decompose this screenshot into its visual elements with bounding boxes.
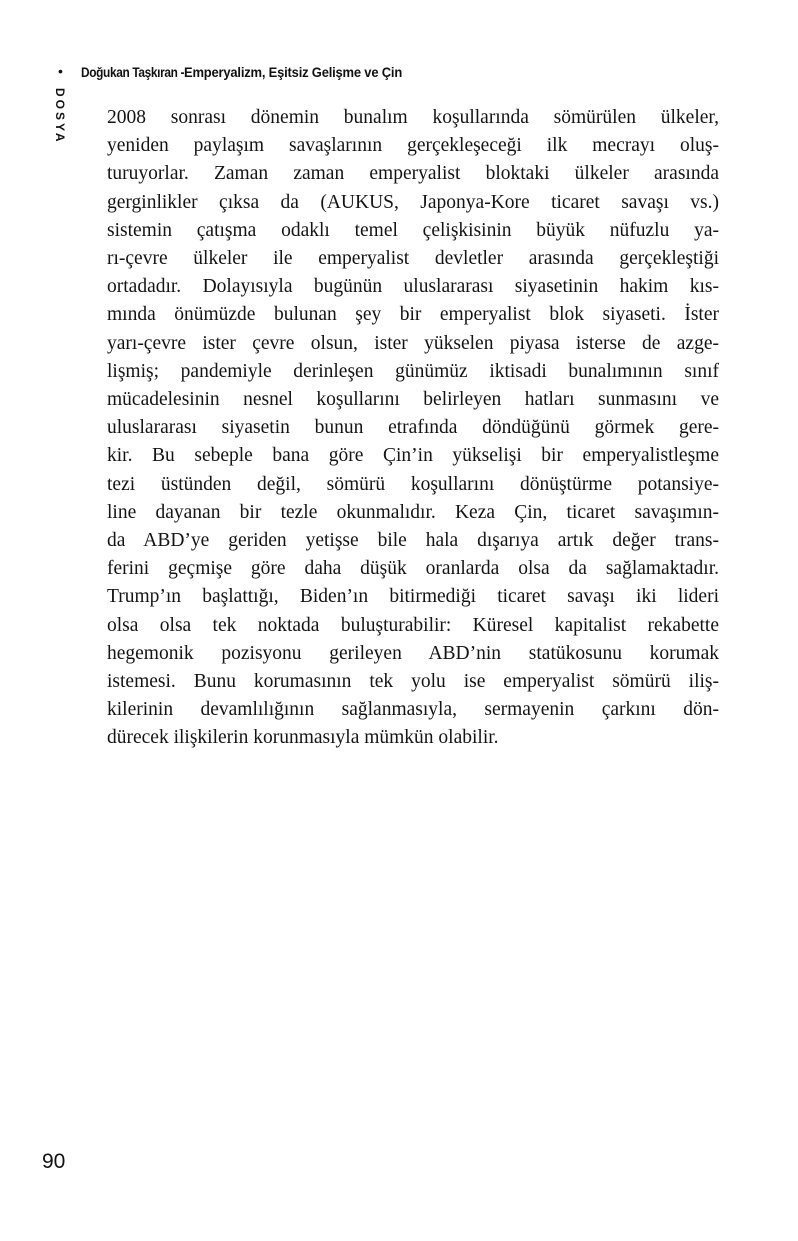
body-line: kilerinin devamlılığının sağlanmasıyla, sermayenin çarkını dön- [107, 699, 719, 721]
bullet-icon: • [58, 63, 63, 79]
body-line: kir. Bu sebeple bana göre Çin’in yükselişi bir emperyalistleşme [107, 445, 719, 467]
body-line: olsa olsa tek noktada buluşturabilir: Küresel kapitalist rekabette [107, 614, 719, 636]
body-line: tezi üstünden değil, sömürü koşullarını dönüştürme potansiye- [107, 473, 719, 495]
section-label-dosya: DOSYA [53, 88, 67, 145]
body-line: ortadadır. Dolayısıyla bugünün uluslararası siyasetinin hakim kıs- [107, 276, 719, 298]
body-line: sistemin çatışma odaklı temel çelişkisinin büyük nüfuzlu ya- [107, 219, 719, 241]
page-header [58, 64, 738, 80]
body-line: mücadelesinin nesnel koşullarını belirleyen hatları sunmasını ve [107, 389, 719, 411]
body-paragraph [107, 104, 719, 753]
body-line: mında önümüzde bulunan şey bir emperyalist blok siyaseti. İster [107, 304, 719, 326]
body-line: yarı-çevre ister çevre olsun, ister yükselen piyasa isterse de azge- [107, 332, 719, 354]
body-line: 2008 sonrası dönemin bunalım koşullarında sömürülen ülkeler, [107, 107, 719, 128]
body-line: yeniden paylaşım savaşlarının gerçekleşeceği ilk mecrayı oluş- [107, 135, 719, 157]
body-line: istemesi. Bunu korumasının tek yolu ise emperyalist sömürü iliş- [107, 671, 719, 693]
body-line: turuyorlar. Zaman zaman emperyalist bloktaki ülkeler arasında [107, 163, 719, 185]
body-line: rı-çevre ülkeler ile emperyalist devletler arasında gerçekleştiği [107, 248, 719, 270]
body-line: hegemonik pozisyonu gerileyen ABD’nin statükosunu korumak [107, 642, 719, 664]
page-number: 90 [42, 1150, 66, 1173]
body-line: line dayanan bir tezle okunmalıdır. Keza Çin, ticaret savaşımın- [107, 501, 719, 523]
body-line: Trump’ın başlattığı, Biden’ın bitirmediği ticaret savaşı iki lideri [107, 586, 719, 608]
body-line: lişmiş; pandemiyle derinleşen günümüz iktisadi bunalımının sınıf [107, 360, 719, 382]
body-line: uluslararası siyasetin bunun etrafında döndüğünü görmek gere- [107, 417, 719, 439]
header-author: Doğukan Taşkıran - [80, 65, 184, 80]
body-line: gerginlikler çıksa da (AUKUS, Japonya-Kore ticaret savaşı vs.) [107, 191, 719, 213]
body-line: ferini geçmişe göre daha düşük oranlarda olsa da sağlamaktadır. [107, 558, 719, 580]
header-title: Emperyalizm, Eşitsiz Gelişme ve Çin [184, 65, 403, 80]
body-line: dürecek ilişkilerin korunmasıyla mümkün olabilir. [107, 727, 499, 749]
body-line: da ABD’ye geriden yetişse bile hala dışarıya artık değer trans- [107, 530, 719, 552]
